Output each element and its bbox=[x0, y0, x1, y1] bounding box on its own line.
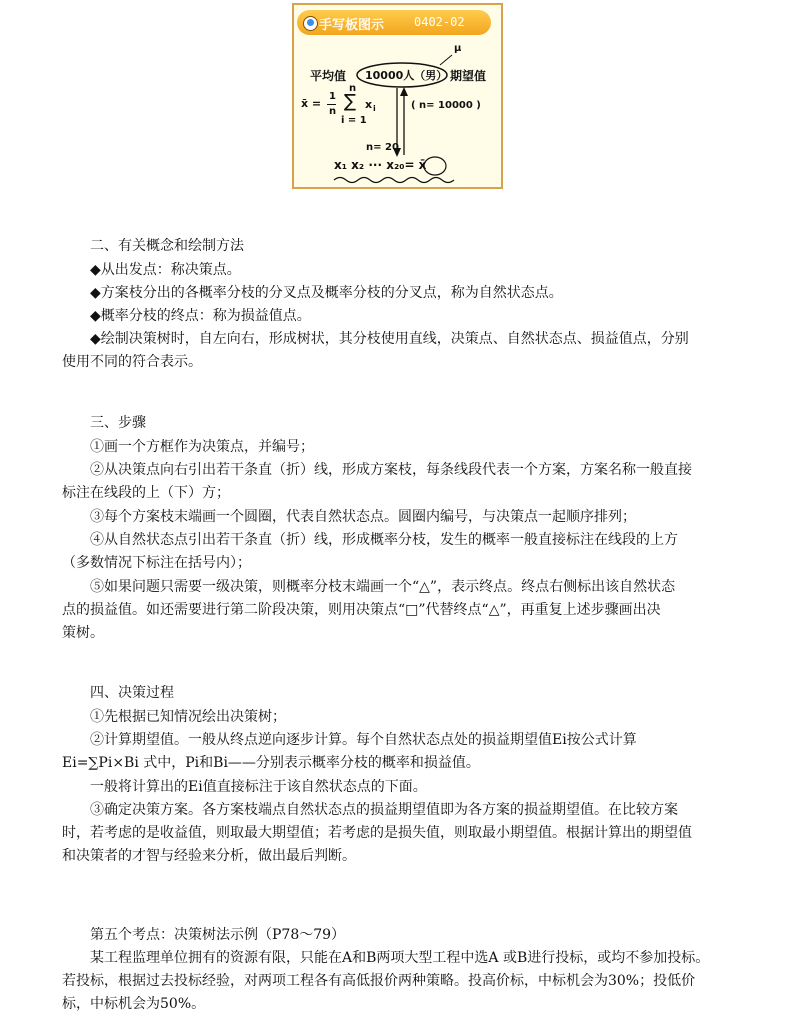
n-sample: n= 20 bbox=[366, 142, 399, 153]
mean-label: 平均值 bbox=[310, 69, 347, 83]
section2-item-3: ◆概率分枝的终点：称为损益值点。 bbox=[90, 308, 311, 324]
formula-frac-num: 1 bbox=[329, 91, 336, 102]
section3-step-2-cont: 标注在线段的上（下）方； bbox=[62, 485, 230, 501]
figure-code: 0402-02 bbox=[414, 15, 465, 29]
formula-frac-bar bbox=[327, 104, 336, 105]
section3-step-5-cont1: 点的损益值。如还需要进行第二阶段决策，则用决策点“□”代替终点“△”，再重复上述步骤画出决 bbox=[62, 602, 661, 618]
section5-line-2: 若投标，根据过去投标经验，对两项工程各有高低报价两种策略。投高价标，中标机会为30%；投低价 bbox=[62, 973, 696, 989]
section4-step-1: ①先根据已知情况绘出决策树； bbox=[90, 709, 286, 725]
section3-step-4: ④从自然状态点引出若干条直（折）线，形成概率分枝，发生的概率一般直接标注在线段的上方 bbox=[90, 532, 678, 548]
section2-item-4-cont: 使用不同的符合表示。 bbox=[62, 354, 202, 370]
section4-step-3-cont2: 和决策者的才智与经验来分析，做出最后判断。 bbox=[62, 848, 356, 864]
mu-pointer bbox=[440, 55, 452, 65]
section4-step-2: ②计算期望值。一般从终点逆向逐步计算。每个自然状态点处的损益期望值Ei按公式计算 bbox=[90, 732, 637, 748]
center-value: 10000人（男） bbox=[365, 69, 448, 82]
section4-heading: 四、决策过程 bbox=[90, 685, 174, 701]
expect-label: 期望值 bbox=[450, 69, 487, 83]
sum-sign: ∑ bbox=[344, 91, 357, 112]
sample-sequence: x₁ x₂ ··· x₂₀= x̄ bbox=[334, 158, 427, 172]
figure-title: 手写板图示 bbox=[319, 18, 385, 33]
section2-item-4: ◆绘制决策树时，自左向右，形成树状，其分枝使用直线，决策点、自然状态点、损益值点，分别 bbox=[90, 331, 689, 347]
up-arrow-head bbox=[400, 87, 408, 96]
section4-formula: Ei=∑Pi×Bi 式中，Pi和Bi——分别表示概率分枝的概率和损益值。 bbox=[62, 755, 480, 771]
formula-frac-den: n bbox=[329, 106, 337, 117]
section5-line-1: 某工程监理单位拥有的资源有限，只能在A和B两项大型工程中选A 或B进行投标，或均不参加投标。 bbox=[90, 950, 710, 966]
sum-sub: i bbox=[373, 104, 376, 113]
section3-step-1: ①画一个方框作为决策点，并编号； bbox=[90, 439, 314, 455]
mean-circle bbox=[424, 157, 446, 175]
section3-heading: 三、步骤 bbox=[90, 415, 146, 431]
sum-var: x bbox=[365, 98, 373, 111]
section3-step-3: ③每个方案枝末端画一个圆圈，代表自然状态点。圆圈内编号，与决策点一起顺序排列； bbox=[90, 509, 636, 525]
section3-step-5-cont2: 策树。 bbox=[62, 625, 104, 641]
section2-item-1: ◆从出发点：称决策点。 bbox=[90, 262, 241, 278]
section3-step-4-cont: （多数情况下标注在括号内）； bbox=[62, 555, 251, 571]
section4-note: 一般将计算出的Ei值直接标注于该自然状态点的下面。 bbox=[90, 779, 427, 795]
section4-step-3: ③确定决策方案。各方案枝端点自然状态点的损益期望值即为各方案的损益期望值。在比较方案 bbox=[90, 802, 678, 818]
section4-step-3-cont1: 时，若考虑的是收益值，则取最大期望值；若考虑的是损失值，则取最小期望值。根据计算出的期望值 bbox=[62, 825, 692, 841]
section5-heading: 第五个考点：决策树法示例（P78～79） bbox=[90, 927, 346, 943]
section5-line-3: 标，中标机会为50%。 bbox=[62, 996, 206, 1012]
sum-top: n bbox=[349, 83, 357, 94]
formula-lhs: x̄ = bbox=[301, 97, 322, 110]
section3-step-2: ②从决策点向右引出若干条直（折）线，形成方案枝，每条线段代表一个方案，方案名称一般直接 bbox=[90, 462, 692, 478]
section2-item-2: ◆方案枝分出的各概率分枝的分叉点及概率分枝的分叉点，称为自然状态点。 bbox=[90, 285, 563, 301]
section2-heading: 二、有关概念和绘制方法 bbox=[90, 238, 244, 254]
section3-step-5: ⑤如果问题只需要一级决策，则概率分枝末端画一个“△”，表示终点。终点右侧标出该自然状态 bbox=[90, 579, 676, 595]
sum-bottom: i = 1 bbox=[341, 115, 367, 126]
mu-symbol: μ bbox=[454, 43, 462, 54]
n-total: ( n= 10000 ) bbox=[411, 100, 481, 111]
wavy-underline bbox=[334, 178, 454, 183]
handwriting-board-figure bbox=[292, 3, 503, 189]
